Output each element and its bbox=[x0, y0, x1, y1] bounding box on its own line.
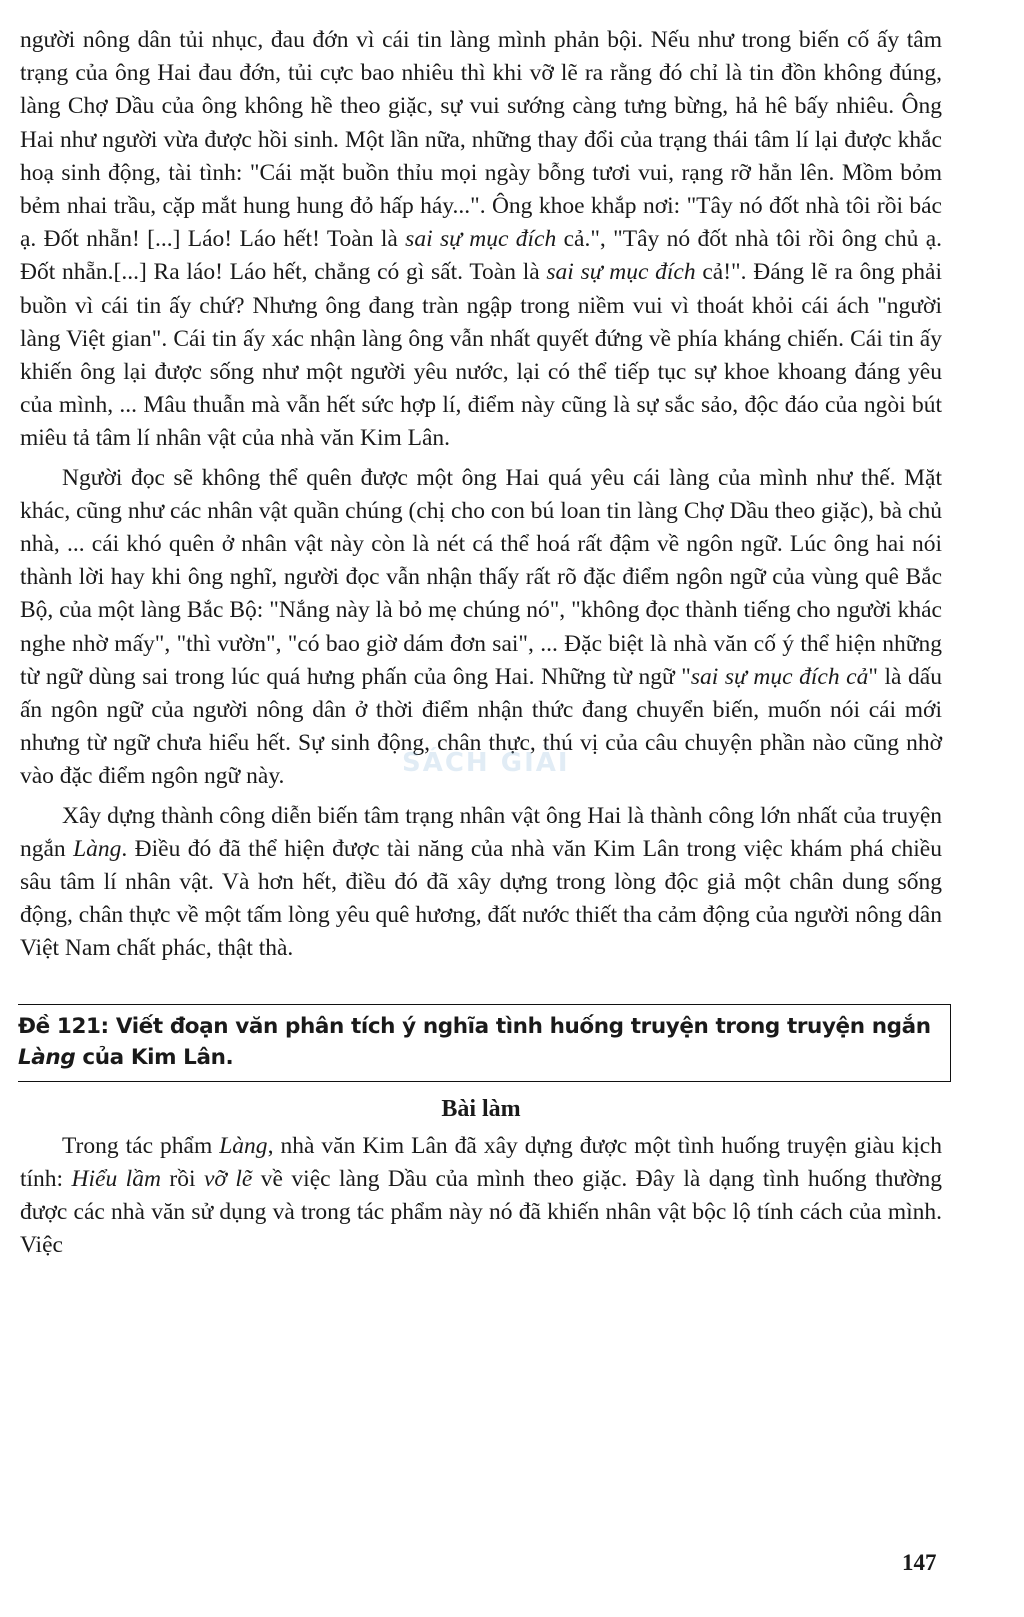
paragraph-3 bbox=[20, 800, 942, 966]
text-run: Xây dựng thành công diễn biến tâm trạng nhân vật ông Hai là thành công lớn nhất của truyện ngắn bbox=[20, 802, 942, 862]
italic-text-run: Hiểu lầm bbox=[71, 1165, 161, 1192]
text-run: cả!". Đáng lẽ ra ông phải buồn vì cái tin ấy chứ? Nhưng ông đang tràn ngập trong niềm vui vì thoát khỏi cái ách "người làng Việt gian". Cái tin ấy xác nhận làng ông vẫn nhất quyết đứng về phía kháng chiến. Cái tin ấy khiến ông lại được sống như một người yêu nước, lại có thể tiếp tục sự khoe khoang đáng yêu của mình, ... Mâu thuẫn mà vẫn hết sức hợp lí, điểm này cũng là sự sắc sảo, độc đáo của ngòi bút miêu tả tâm lí nhân vật của nhà văn Kim Lân. bbox=[20, 259, 943, 452]
watermark-logo bbox=[402, 748, 570, 778]
text-run: về việc làng Dầu của mình theo giặc. Đây là dạng tình huống thường được các nhà văn sử dụng và trong tác phẩm này nó đã khiến nhân vật bộc lộ tính cách của mình. Việc bbox=[20, 1165, 943, 1259]
question-text bbox=[18, 1011, 942, 1073]
answer-heading: Bài làm bbox=[441, 1095, 521, 1122]
italic-text-run: vỡ lẽ bbox=[203, 1165, 253, 1192]
italic-text-run: sai sự mục đích bbox=[546, 259, 696, 286]
italic-text-run: Làng bbox=[219, 1132, 268, 1159]
paragraph-2 bbox=[20, 462, 942, 794]
paragraph-1 bbox=[20, 24, 942, 456]
text-run: Người đọc sẽ không thể quên được một ông Hai quá yêu cái làng của mình như thế. Mặt khác, cũng như các nhân vật quần chúng (chị cho con bú loan tin làng Chợ Dầu theo giặc), bà chủ nhà, ... cái khó quên ở nhân vật này còn là nét cá thể hoá rất đậm về ngôn ngữ. Lúc ông hai nói thành lời hay khi ông nghĩ, người đọc vẫn nhận thấy rất rõ đặc điểm ngôn ngữ của vùng quê Bắc Bộ, của một làng Bắc Bộ: "Nắng này là bỏ mẹ chúng nó", "không đọc thành tiếng cho người khác nghe nhờ mấy", "thì vườn", "có bao giờ dám đơn sai", ... Đặc biệt là nhà văn cố ý thể hiện những từ ngữ dùng sai trong lúc quá hưng phấn của ông Hai. Những từ ngữ " bbox=[20, 464, 942, 690]
italic-text-run: sai sự mục đích bbox=[405, 226, 557, 253]
page-number: 147 bbox=[902, 1550, 937, 1575]
text-run: Trong tác phẩm bbox=[62, 1132, 220, 1159]
text-run: cả.", "Tây nó đốt nhà tôi rồi ông chủ ạ. Đốt nhẵn.[...] Ra láo! Láo hết, chẳng có gì sất. Toàn là bbox=[20, 226, 943, 286]
text-run: , nhà văn Kim Lân đã xây dựng được một tình huống truyện giàu kịch tính: bbox=[20, 1132, 942, 1192]
watermark-text: SÁCH GIẢI bbox=[402, 748, 570, 778]
question-box bbox=[18, 1004, 951, 1082]
question-line1: Đề 121: Viết đoạn văn phân tích ý nghĩa tình huống truyện trong truyện ngắn bbox=[18, 1013, 931, 1039]
text-run: " là dấu ấn ngôn ngữ của người nông dân ở thời điểm nhận thức đang chuyển biến, muốn nói cái mới nhưng từ ngữ chưa hiểu hết. Sự sinh động, chân thực, thú vị của câu chuyện phần nào cũng nhờ vào đặc điểm ngôn ngữ này. bbox=[20, 663, 942, 790]
text-run: người nông dân tủi nhục, đau đớn vì cái tin làng mình phản bội. Nếu như trong biến cố ấy tâm trạng của ông Hai đau đớn, tủi cực bao nhiêu thì khi vỡ lẽ ra rằng đó chỉ là tin đồn không đúng, làng Chợ Dầu của ông không hề theo giặc, sự vui sướng càng tưng bừng, hả hê bấy nhiêu. Ông Hai như người vừa được hồi sinh. Một lần nữa, những thay đổi của trạng thái tâm lí lại được khắc hoạ sinh động, tài tình: "Cái mặt buồn thỉu mọi ngày bỗng tươi vui, rạng rỡ hẳn lên. Mồm bỏm bẻm nhai trầu, cặp mắt hung hung đỏ hấp háy...". Ông khoe khắp nơi: "Tây nó đốt nhà tôi rồi bác ạ. Đốt nhẵn! [...] Láo! Láo hết! Toàn là bbox=[20, 27, 942, 253]
question-rest: của Kim Lân. bbox=[75, 1044, 234, 1070]
italic-text-run: sai sự mục đích cả bbox=[690, 663, 869, 690]
text-run: rồi bbox=[160, 1165, 204, 1192]
page-content bbox=[20, 24, 942, 1263]
italic-text-run: Làng bbox=[73, 835, 122, 862]
text-run: . Điều đó đã thể hiện được tài năng của nhà văn Kim Lân trong việc khám phá chiều sâu tâm lí nhân vật. Và hơn hết, điều đó đã xây dựng trong lòng độc giả một chân dung sống động, chân thực về một tấm lòng yêu quê hương, đất nước thiết tha cảm động của người nông dân Việt Nam chất phác, thật thà. bbox=[20, 835, 942, 962]
question-work-title: Làng bbox=[18, 1044, 76, 1070]
answer-paragraph bbox=[20, 1130, 942, 1263]
